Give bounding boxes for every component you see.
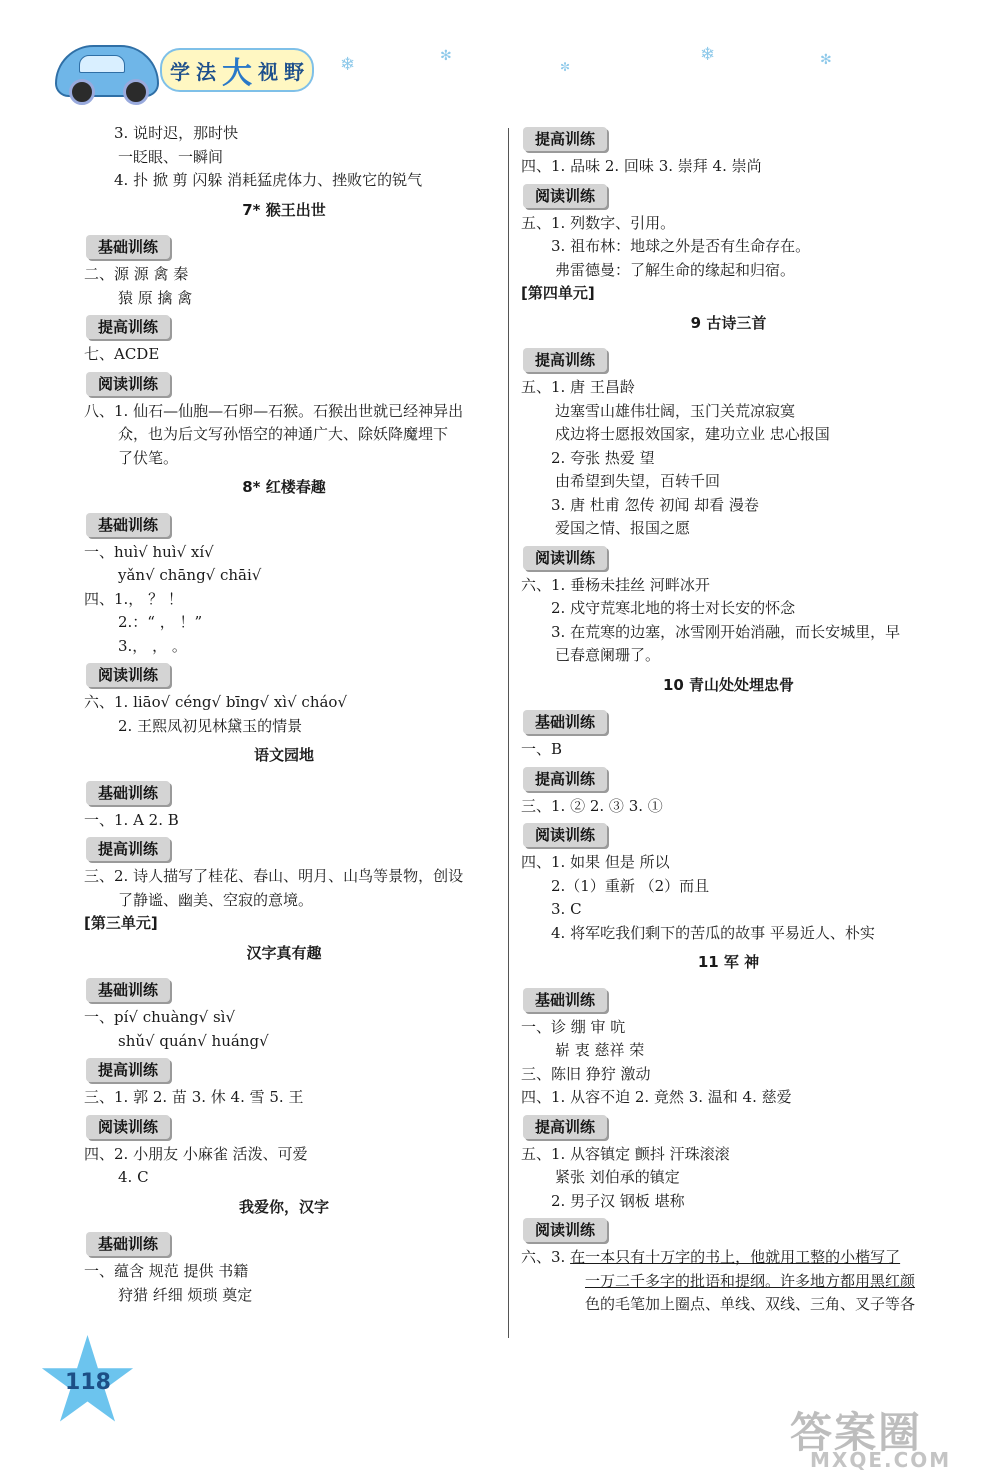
car-logo-icon bbox=[55, 45, 159, 97]
answer-line: 三、2. 诗人描写了桂花、春山、明月、山鸟等景物，创设 bbox=[84, 867, 464, 885]
lesson-title: 9 古诗三首 bbox=[690, 313, 767, 332]
underlined-answer: 在一本只有十万字的书上，他就用工整的小楷写了 bbox=[570, 1248, 901, 1266]
brand-char: 野 bbox=[284, 59, 304, 84]
brand-char: 学 bbox=[170, 59, 190, 84]
answer-line: 四、2. 小朋友 小麻雀 活泼、可爱 bbox=[84, 1144, 308, 1163]
lesson-title: 10 青山处处埋忠骨 bbox=[662, 675, 795, 694]
answer-line: 狩猎 纤细 烦琐 奠定 bbox=[118, 1285, 253, 1304]
answer-line: 三、1. 郭 2. 苗 3. 休 4. 雪 5. 王 bbox=[84, 1088, 304, 1106]
answer-line: 一眨眼、一瞬间 bbox=[118, 147, 224, 166]
lesson-title: 7* 猴王出世 bbox=[242, 200, 326, 219]
answer-line: 一、pí√ chuàng√ sì√ bbox=[84, 1008, 236, 1026]
snowflake-icon: ✻ bbox=[440, 48, 452, 64]
answer-line: 众，也为后文写孙悟空的神通广大、除妖降魔埋下 bbox=[118, 425, 449, 443]
section-tag: 提高训练 bbox=[523, 127, 607, 151]
section-tag: 阅读训练 bbox=[523, 546, 607, 570]
answer-line: 崭 衷 慈祥 荣 bbox=[555, 1041, 645, 1059]
answer-line: 4. C bbox=[118, 1168, 149, 1186]
lesson-title: 8* 红楼春趣 bbox=[242, 478, 326, 496]
page-number: 118 bbox=[65, 1370, 111, 1395]
answer-line: 三、1. ② 2. ③ 3. ① bbox=[521, 796, 663, 815]
answer-line: 弗雷德曼：了解生命的缘起和归宿。 bbox=[555, 260, 796, 279]
answer-line: 四、1. 品味 2. 回味 3. 崇拜 4. 崇尚 bbox=[521, 157, 762, 175]
snowflake-icon: ✻ bbox=[820, 52, 832, 68]
answer-line: 已春意阑珊了。 bbox=[555, 646, 661, 664]
answer-line: 色的毛笔加上圈点、单线、双线、三角、叉子等各 bbox=[585, 1295, 916, 1313]
answer-line: 3. 唐 杜甫 忽传 初闻 却看 漫卷 bbox=[551, 495, 759, 514]
answer-line: 一、1. A 2. B bbox=[84, 810, 179, 829]
section-tag: 提高训练 bbox=[523, 348, 607, 372]
brand-logo bbox=[160, 48, 314, 92]
answer-line bbox=[521, 1246, 936, 1270]
answer-line: 猿 原 擒 禽 bbox=[118, 288, 193, 307]
answer-line: 4. 扑 掀 剪 闪躲 消耗猛虎体力、挫败它的锐气 bbox=[114, 171, 423, 189]
brand-char: 大 bbox=[222, 56, 252, 91]
section-tag: 提高训练 bbox=[86, 837, 170, 861]
answer-line: 四、1.， ？ ！ bbox=[84, 589, 183, 608]
section-tag: 基础训练 bbox=[86, 513, 170, 537]
snowflake-icon: ✼ bbox=[560, 60, 571, 74]
answer-label: 六、3. bbox=[521, 1248, 571, 1266]
brand-char: 法 bbox=[196, 59, 216, 84]
watermark-url: MXQE.COM bbox=[810, 1448, 952, 1472]
answer-line: 3. 祖布林：地球之外是否有生命存在。 bbox=[551, 237, 811, 255]
section-tag: 提高训练 bbox=[86, 1058, 170, 1082]
column-divider bbox=[508, 128, 509, 1338]
answer-line: 一、B bbox=[521, 740, 563, 758]
answer-line: 爱国之情、报国之愿 bbox=[555, 519, 691, 537]
section-tag: 基础训练 bbox=[523, 988, 607, 1012]
section-tag: 基础训练 bbox=[86, 781, 170, 805]
answer-line: shǔ√ quán√ huáng√ bbox=[118, 1031, 269, 1050]
section-tag: 阅读训练 bbox=[86, 663, 170, 687]
section-tag: 基础训练 bbox=[86, 235, 170, 259]
answer-line: 六、1. liāo√ céng√ bīng√ xì√ cháo√ bbox=[84, 693, 348, 711]
brand-char: 视 bbox=[258, 59, 278, 84]
answer-line: 紧张 刘伯承的镇定 bbox=[555, 1168, 680, 1186]
section-tag: 基础训练 bbox=[86, 978, 170, 1002]
left-column bbox=[84, 122, 484, 1307]
answer-line: 三、陈旧 狰狞 激动 bbox=[521, 1064, 651, 1083]
lesson-title: 语文园地 bbox=[253, 746, 314, 764]
answer-line: yǎn√ chāng√ chāi√ bbox=[118, 566, 262, 584]
answer-line: 4. 将军吃我们剩下的苦瓜的故事 平易近人、朴实 bbox=[551, 923, 875, 942]
answer-line: 五、1. 唐 王昌龄 bbox=[521, 378, 635, 396]
answer-line: 2. 夸张 热爱 望 bbox=[551, 448, 655, 467]
section-tag: 阅读训练 bbox=[523, 1218, 607, 1242]
answer-line: 2. 男子汉 钢板 堪称 bbox=[551, 1191, 685, 1210]
snowflake-decoration bbox=[320, 40, 880, 90]
unit-heading: [第三单元] bbox=[84, 914, 158, 932]
answer-line: 四、1. 从容不迫 2. 竟然 3. 温和 4. 慈爱 bbox=[521, 1088, 792, 1106]
answer-line: 了静谧、幽美、空寂的意境。 bbox=[118, 890, 314, 909]
answer-line: 3. 在荒寒的边塞，冰雪刚开始消融，而长安城里，早 bbox=[551, 622, 901, 641]
answer-line: 2.：“ ， ！” bbox=[118, 613, 203, 631]
answer-line: 3.， ， 。 bbox=[118, 636, 187, 655]
lesson-title: 11 军 神 bbox=[697, 953, 760, 971]
right-column bbox=[521, 122, 936, 1317]
answer-line: 3. 说时迟，那时快 bbox=[114, 124, 239, 142]
answer-line: 二、源 源 禽 秦 bbox=[84, 265, 189, 283]
section-tag: 基础训练 bbox=[523, 710, 607, 734]
snowflake-icon: ❄ bbox=[700, 44, 716, 65]
section-tag: 阅读训练 bbox=[523, 184, 607, 208]
section-tag: 阅读训练 bbox=[86, 372, 170, 396]
snowflake-icon: ❄ bbox=[340, 54, 356, 75]
answer-line: 五、1. 列数字、引用。 bbox=[521, 213, 676, 232]
answer-line: 戍边将士愿报效国家，建功立业 忠心报国 bbox=[555, 425, 830, 443]
section-tag: 阅读训练 bbox=[86, 1115, 170, 1139]
answer-line: 2. 王熙凤初见林黛玉的情景 bbox=[118, 716, 303, 735]
section-tag: 提高训练 bbox=[523, 767, 607, 791]
section-tag: 基础训练 bbox=[86, 1232, 170, 1256]
watermark-text: 答案圈 bbox=[790, 1408, 923, 1457]
answer-line: 一、诊 绷 审 吭 bbox=[521, 1017, 626, 1036]
underlined-answer: 一万二千多字的批语和提纲。许多地方都用黑红颜 bbox=[585, 1271, 916, 1290]
answer-line: 边塞雪山雄伟壮阔，玉门关荒凉寂寞 bbox=[555, 401, 796, 420]
lesson-title: 汉字真有趣 bbox=[246, 943, 322, 962]
lesson-title: 我爱你，汉字 bbox=[238, 1197, 329, 1216]
answer-line: 一、蕴含 规范 提供 书籍 bbox=[84, 1262, 249, 1280]
answer-line: 六、1. 垂杨未挂丝 河畔冰开 bbox=[521, 575, 710, 594]
answer-line: 七、ACDE bbox=[84, 345, 160, 363]
section-tag: 阅读训练 bbox=[523, 823, 607, 847]
answer-line: 3. C bbox=[551, 900, 582, 918]
section-tag: 提高训练 bbox=[86, 315, 170, 339]
answer-line: 五、1. 从容镇定 颤抖 汗珠滚滚 bbox=[521, 1144, 730, 1163]
section-tag: 提高训练 bbox=[523, 1115, 607, 1139]
page-header bbox=[0, 0, 1000, 110]
answer-line: 八、1. 仙石—仙胞—石卵—石猴。石猴出世就已经神异出 bbox=[84, 401, 464, 420]
answer-line: 一、huì√ huì√ xí√ bbox=[84, 542, 214, 561]
wheel-icon bbox=[123, 79, 149, 105]
wheel-icon bbox=[69, 79, 95, 105]
answer-line: 由希望到失望，百转千回 bbox=[555, 472, 721, 490]
answer-line: 四、1. 如果 但是 所以 bbox=[521, 853, 670, 871]
answer-line: 2.（1）重新 （2）而且 bbox=[551, 876, 710, 895]
watermark bbox=[790, 1400, 990, 1475]
answer-line: 2. 戍守荒寒北地的将士对长安的怀念 bbox=[551, 599, 796, 617]
unit-heading: [第四单元] bbox=[521, 284, 595, 302]
answer-line: 了伏笔。 bbox=[118, 448, 179, 467]
